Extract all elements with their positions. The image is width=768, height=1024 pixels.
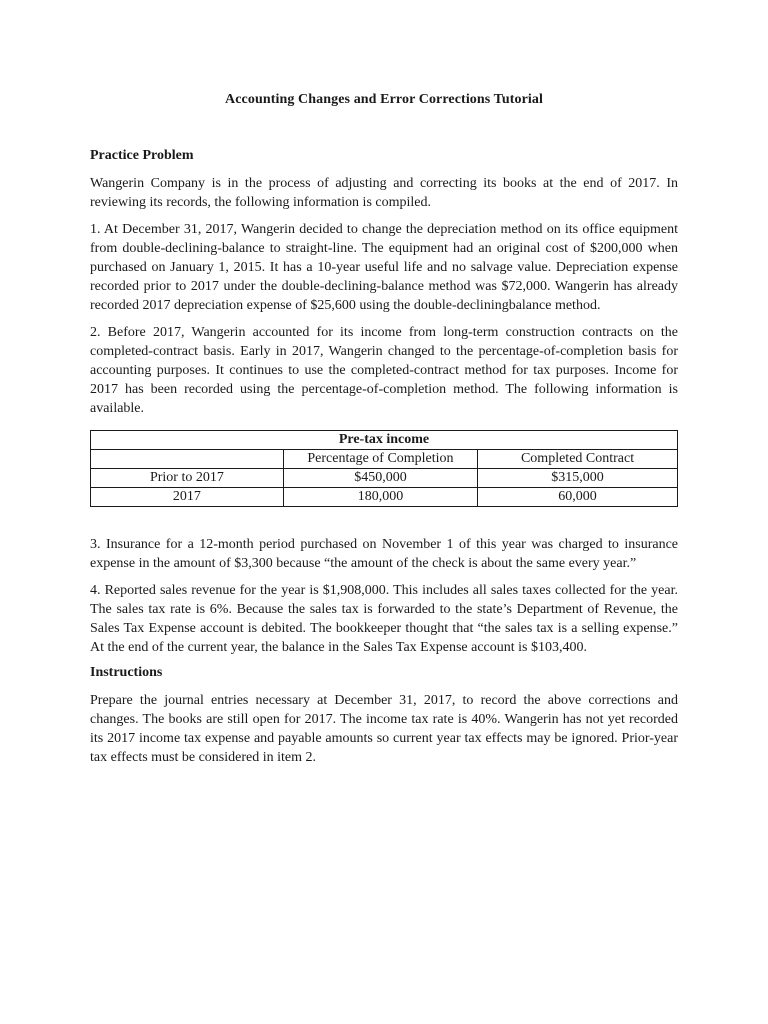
row-label: Prior to 2017 xyxy=(91,469,284,488)
instructions-heading: Instructions xyxy=(90,665,163,680)
table-heading: Pre-tax income xyxy=(91,431,678,450)
percentage-of-completion-value: $450,000 xyxy=(283,469,477,488)
intro-paragraph: Wangerin Company is in the process of adjusting and correcting its books at the end of 2017. In reviewing its records, the following information is compiled. xyxy=(90,176,678,210)
table-row xyxy=(91,469,678,488)
table-column-header-row xyxy=(91,450,678,469)
pretax-income-table xyxy=(90,430,678,507)
document-title: Accounting Changes and Error Corrections Tutorial xyxy=(225,92,543,107)
item-1-paragraph: 1. At December 31, 2017, Wangerin decided to change the depreciation method on its office equipment from double-declining-balance to straight-line. The equipment had an original cost of $200,000 when purchased on January 1, 2015. It has a 10-year useful life and no salvage value. Depreciation expense recorded prior to 2017 under the double-declining-balance method was $72,000. Wangerin has already recorded 2017 depreciation expense of $25,600 using the double-decliningbalance method. xyxy=(90,222,678,313)
completed-contract-value: 60,000 xyxy=(478,488,678,507)
item-3-paragraph: 3. Insurance for a 12-month period purchased on November 1 of this year was charged to insurance expense in the amount of $3,300 because “the amount of the check is about the same every year.” xyxy=(90,537,678,571)
item-2-paragraph: 2. Before 2017, Wangerin accounted for its income from long-term construction contracts on the completed-contract basis. Early in 2017, Wangerin changed to the percentage-of-completion basis for accounting purposes. It continues to use the completed-contract method for tax purposes. Income for 2017 has been recorded using the percentage-of-completion method. The following information is available. xyxy=(90,325,678,416)
table-heading-row xyxy=(91,431,678,450)
row-label: 2017 xyxy=(91,488,284,507)
item-4-paragraph: 4. Reported sales revenue for the year is $1,908,000. This includes all sales taxes collected for the year. The sales tax rate is 6%. Because the sales tax is forwarded to the state’s Department of Revenue, the Sales Tax Expense account is debited. The bookkeeper thought that “the sales tax is a selling expense.” At the end of the current year, the balance in the Sales Tax Expense account is $103,400. xyxy=(90,583,678,655)
percentage-of-completion-value: 180,000 xyxy=(283,488,477,507)
completed-contract-value: $315,000 xyxy=(478,469,678,488)
column-header-blank xyxy=(91,450,284,469)
table-row xyxy=(91,488,678,507)
instructions-paragraph: Prepare the journal entries necessary at December 31, 2017, to record the above corrections and changes. The books are still open for 2017. The income tax rate is 40%. Wangerin has not yet recorded its 2017 income tax expense and payable amounts so current year tax effects may be ignored. Prior-year tax effects must be considered in item 2. xyxy=(90,693,678,765)
column-header-percentage-of-completion: Percentage of Completion xyxy=(283,450,477,469)
column-header-completed-contract: Completed Contract xyxy=(478,450,678,469)
practice-problem-heading: Practice Problem xyxy=(90,148,194,163)
